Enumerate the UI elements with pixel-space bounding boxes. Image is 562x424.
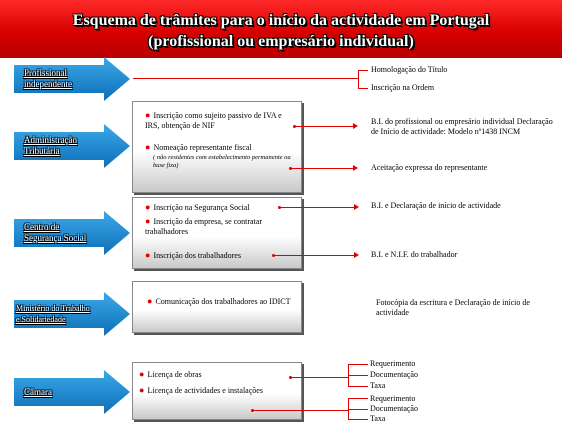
tramite-item — [145, 142, 295, 153]
entity-arrow-profissional — [14, 57, 130, 101]
connector-line — [291, 168, 355, 169]
connector-line — [348, 364, 368, 365]
tramite-note: ( não residentes com estabelecimento permanente ou base fixa) — [153, 154, 291, 169]
tramite-item-text: Inscrição dos trabalhadores — [153, 251, 241, 260]
entity-label-line: Profissional — [24, 68, 68, 78]
entity-label-line: Câmara — [24, 386, 52, 397]
tramite-item — [139, 385, 295, 396]
entity-label-line: independente — [24, 79, 72, 89]
tramite-item-text: Inscrição da empresa, se contratar trabalhadores — [145, 217, 263, 236]
entity-arrow-ministerio — [14, 292, 130, 336]
entity-label — [14, 211, 104, 255]
entity-label-line: Segurança Social — [24, 233, 87, 243]
arrowhead — [354, 252, 359, 258]
tramite-item-text: Nomeação representante fiscal — [153, 143, 252, 152]
requirement-text: Inscrição na Ordem — [371, 83, 435, 92]
entity-label — [14, 57, 104, 101]
tramite-item-text: Inscrição na Segurança Social — [153, 203, 250, 212]
requirement-text: Aceitação expressa do representante — [371, 163, 488, 172]
connector-line — [348, 419, 368, 420]
tramite-item-text: Comunicação dos trabalhadores ao IDICT — [155, 297, 291, 306]
connector-line — [274, 255, 356, 256]
bullet: ● — [145, 216, 151, 226]
connector-line — [358, 70, 368, 71]
requirement-text: Requerimento — [370, 359, 416, 368]
entity-label-line: Tributária — [24, 146, 60, 156]
bullet: ● — [145, 202, 151, 212]
tramite-item — [145, 216, 295, 237]
title-line-2: (profissional ou empresário individual) — [148, 33, 414, 50]
tramite-item-text: Inscrição como sujeito passivo de IVA e IRS, obtenção de NIF — [145, 111, 282, 130]
requirement-text: Requerimento — [370, 394, 416, 403]
connector-line — [295, 126, 355, 127]
entity-label — [14, 124, 104, 168]
connector-line — [280, 207, 356, 208]
connector-line — [358, 88, 368, 89]
tramite-box-camara — [132, 362, 302, 420]
bullet: ● — [139, 369, 145, 379]
tramite-item — [145, 110, 295, 131]
requirement-text: Fotocópia da escritura e Declaração de início de actividade — [376, 298, 530, 317]
requirement-text: Taxa — [370, 414, 386, 423]
bullet: ● — [145, 110, 151, 120]
title-banner — [0, 0, 562, 58]
entity-label-line: e Solidariedade — [16, 315, 66, 324]
entity-arrow-seguranca-social — [14, 211, 130, 255]
bullet: ● — [139, 385, 145, 395]
connector-line — [291, 377, 348, 378]
tramite-item-text: Licença de actividades e instalações — [147, 386, 263, 395]
title-line-1: Esquema de trâmites para o início da actividade em Portugal — [72, 12, 490, 29]
requirement-text: B.I. e N.I.F. do trabalhador — [371, 250, 458, 259]
connector-line — [133, 78, 358, 79]
requirement-text: Documentação — [370, 404, 418, 413]
requirement-text: B.I. e Declaração de início de actividade — [371, 201, 501, 210]
entity-label — [14, 370, 104, 414]
arrowhead — [353, 165, 358, 171]
tramite-box-seguranca-social — [132, 197, 302, 269]
bullet: ● — [147, 296, 153, 306]
entity-label-line: Ministério do Trabalho — [16, 304, 90, 313]
connector-line — [348, 386, 368, 387]
entity-label-line: Administração — [24, 135, 77, 145]
tramite-box-administracao — [132, 101, 302, 193]
requirement-text: B.I. do profissional ou empresário individual Declaração de Início de actividade: Modelo nº1438 INCM — [371, 117, 553, 136]
connector-line — [348, 409, 368, 410]
entity-arrow-camara — [14, 370, 130, 414]
requirement-text: Documentação — [370, 370, 418, 379]
entity-label — [14, 292, 104, 336]
entity-arrow-administracao — [14, 124, 130, 168]
requirement-text: Homologação do Título — [371, 65, 448, 74]
entity-label-line: Centro de — [24, 222, 60, 232]
connector-line — [348, 375, 368, 376]
connector-line — [253, 410, 348, 411]
requirement-text: Taxa — [370, 381, 386, 390]
tramite-item — [147, 296, 295, 307]
bullet: ● — [145, 250, 151, 260]
tramite-box-ministerio — [132, 281, 302, 333]
bullet: ● — [145, 142, 151, 152]
tramite-item-text: Licença de obras — [147, 370, 202, 379]
arrowhead — [353, 123, 358, 129]
connector-bracket — [358, 70, 359, 88]
connector-line — [348, 398, 368, 399]
tramite-item — [139, 369, 295, 380]
tramite-item — [145, 202, 295, 213]
arrowhead — [354, 204, 359, 210]
